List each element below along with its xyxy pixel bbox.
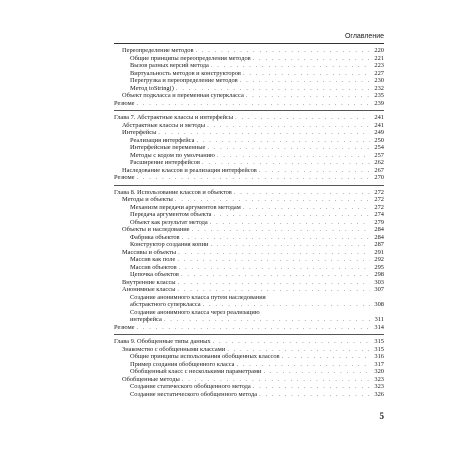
dot-leader [202, 159, 370, 167]
dot-leader [246, 92, 370, 100]
toc-entry[interactable] [114, 70, 384, 78]
toc-section [114, 335, 384, 401]
dot-leader [192, 226, 371, 234]
toc-entry[interactable] [114, 92, 384, 100]
toc-entry[interactable] [114, 376, 384, 384]
toc-entry-title: Обобщенные методы [122, 375, 180, 383]
toc-entry-title: Анонимные классы [122, 286, 176, 293]
toc-entry[interactable] [114, 324, 384, 332]
dot-leader [196, 47, 371, 55]
dot-leader [240, 77, 370, 85]
dot-leader [203, 301, 370, 309]
toc-entry-page: 292 [374, 256, 384, 263]
toc-entry-page: 223 [374, 62, 384, 69]
dot-leader [207, 144, 370, 152]
toc-entry[interactable] [114, 346, 384, 354]
toc-entry-page: 311 [374, 316, 384, 323]
toc-entry-page: 254 [374, 144, 384, 151]
toc-entry-page: 230 [374, 77, 384, 84]
toc-entry-title: Передача аргументом объекта [130, 211, 212, 218]
dot-leader [182, 376, 370, 384]
dot-leader [214, 211, 370, 219]
dot-leader [253, 55, 370, 63]
toc-section [114, 44, 384, 110]
toc-entry-title: Вызов разных версий метода [130, 62, 209, 69]
dot-leader [211, 62, 370, 70]
toc-entry[interactable] [114, 211, 384, 219]
toc-entry-title: Общие принципы переопределения методов [130, 54, 251, 62]
dot-leader [207, 122, 370, 130]
toc-entry-page: 274 [374, 211, 384, 218]
toc-entry[interactable] [114, 383, 384, 391]
toc-entry-page: 241 [374, 121, 384, 129]
toc-entry-page: 317 [374, 360, 384, 368]
dot-leader [263, 368, 370, 376]
toc-entry-title: Методы и объекты [122, 196, 173, 203]
toc-entry-title: Глава 7. Абстрактные классы и интерфейсы [114, 114, 234, 121]
toc-entry-title: Пример создания обобщенного класса [130, 360, 235, 368]
table-of-contents [114, 44, 384, 401]
toc-entry-title: Объект подкласса и переменная суперкласса [122, 92, 244, 99]
toc-entry[interactable] [114, 301, 384, 309]
toc-entry-page: 284 [374, 233, 384, 241]
toc-entry-page: 326 [374, 390, 384, 398]
toc-entry[interactable] [114, 47, 384, 55]
toc-entry-title: Наследование классов и реализация интерфейсов [122, 166, 257, 174]
toc-entry[interactable] [114, 144, 384, 152]
toc-entry-title: Интерфейсы [122, 129, 157, 136]
toc-entry-page: 270 [374, 174, 384, 181]
toc-entry-title: Создание анонимного класса путем наследования [130, 293, 266, 301]
toc-entry-title: Методы с кодом по умолчанию [130, 151, 215, 159]
toc-entry[interactable] [114, 316, 384, 324]
toc-entry-page: 235 [374, 92, 384, 99]
toc-entry-page: 320 [374, 368, 384, 375]
dot-leader [210, 241, 370, 249]
toc-entry-title: Переопределение методов [122, 47, 194, 54]
toc-entry-page: 287 [374, 241, 384, 248]
toc-entry[interactable] [114, 309, 384, 317]
dot-leader [210, 219, 370, 227]
toc-entry[interactable] [114, 249, 384, 257]
toc-entry[interactable] [114, 234, 384, 242]
toc-entry[interactable] [114, 196, 384, 204]
dot-leader [179, 264, 370, 272]
toc-entry-page: 316 [374, 353, 384, 360]
toc-entry-page: 241 [374, 114, 384, 121]
toc-entry-title: Объект как результат метода [130, 218, 208, 226]
toc-entry-title: Объекты и наследование [122, 226, 190, 233]
toc-entry[interactable] [114, 167, 384, 175]
toc-entry-title: Реализация интерфейса [130, 136, 195, 144]
dot-leader [177, 286, 370, 294]
toc-entry-page: 303 [374, 278, 384, 286]
dot-leader [136, 174, 370, 182]
toc-entry-page: 295 [374, 263, 384, 271]
dot-leader [227, 346, 370, 354]
toc-entry-title: Перегрузка и переопределение методов [130, 77, 238, 84]
dot-leader [164, 316, 370, 324]
toc-entry[interactable] [114, 361, 384, 369]
toc-entry[interactable] [114, 137, 384, 145]
toc-entry[interactable] [114, 204, 384, 212]
toc-entry-page: 307 [374, 286, 384, 293]
toc-entry-title: интерфейса [130, 316, 162, 323]
toc-entry-title: Глава 9. Обобщенные типы данных [114, 338, 211, 345]
toc-entry-page: 257 [374, 151, 384, 159]
dot-leader [178, 279, 370, 287]
toc-entry[interactable] [114, 286, 384, 294]
toc-entry[interactable] [114, 62, 384, 70]
toc-entry[interactable] [114, 353, 384, 361]
dot-leader [236, 361, 370, 369]
toc-entry-page: 220 [374, 47, 384, 54]
dot-leader [182, 234, 370, 242]
toc-entry[interactable] [114, 152, 384, 160]
toc-entry-title: Массив как поле [130, 256, 176, 263]
toc-entry-page: 250 [374, 136, 384, 144]
toc-entry-page: 279 [374, 218, 384, 226]
toc-entry-title: Создание статического обобщенного метода [130, 383, 251, 390]
toc-entry-title: Общие принципы использования обобщенных классов [130, 353, 280, 360]
toc-entry[interactable] [114, 271, 384, 279]
dot-leader [259, 391, 370, 399]
toc-entry-page: 272 [374, 196, 384, 203]
toc-entry[interactable] [114, 100, 384, 108]
toc-entry-page: 221 [374, 54, 384, 62]
toc-entry-page: 315 [374, 345, 384, 353]
dot-leader [259, 167, 370, 175]
toc-entry-title: Знакомство с обобщенными классами [122, 345, 226, 353]
dot-leader [158, 129, 370, 137]
toc-entry-page: 267 [374, 166, 384, 174]
toc-entry[interactable] [114, 391, 384, 399]
toc-entry-title: Конструктор создания копии [130, 241, 209, 248]
toc-entry-title: Интерфейсные переменные [130, 144, 206, 151]
toc-entry[interactable] [114, 174, 384, 182]
toc-entry[interactable] [114, 189, 384, 197]
toc-entry-title: Внутренние классы [122, 278, 176, 286]
toc-entry[interactable] [114, 55, 384, 63]
running-header: Оглавление [344, 33, 384, 40]
toc-entry-page: 314 [374, 323, 384, 331]
dot-leader [253, 383, 370, 391]
toc-entry-page: 315 [374, 338, 384, 345]
page-number: 5 [379, 411, 384, 421]
toc-entry-title: Виртуальность методов и конструкторов [130, 69, 241, 77]
toc-entry[interactable] [114, 129, 384, 137]
toc-entry-page: 249 [374, 129, 384, 136]
toc-entry-title: Метод toString() [130, 84, 174, 92]
toc-entry-title: Глава 8. Использование классов и объектов [114, 188, 232, 196]
toc-entry[interactable] [114, 85, 384, 93]
dot-leader [181, 271, 370, 279]
toc-entry-page: 239 [374, 99, 384, 107]
toc-entry[interactable] [114, 279, 384, 287]
toc-entry-title: Абстрактные классы и методы [122, 121, 206, 129]
dot-leader [217, 152, 370, 160]
toc-entry-page: 272 [374, 203, 384, 211]
toc-entry-page: 262 [374, 159, 384, 166]
dot-leader [282, 353, 370, 361]
toc-entry-title: Фабрика объектов [130, 233, 180, 241]
toc-entry[interactable] [114, 368, 384, 376]
toc-entry[interactable] [114, 122, 384, 130]
toc-section [114, 186, 384, 335]
toc-entry-title: Создание анонимного класса через реализацию [130, 308, 260, 316]
toc-entry[interactable] [114, 77, 384, 85]
toc-entry-title: Массив объектов [130, 263, 177, 271]
toc-entry-page: 284 [374, 226, 384, 233]
toc-entry-page: 298 [374, 271, 384, 278]
toc-entry[interactable] [114, 114, 384, 122]
toc-entry-page: 272 [374, 188, 384, 196]
toc-entry-title: Массивы и объекты [122, 248, 177, 256]
toc-entry-title: Обобщенный класс с несколькими параметрами [130, 368, 262, 375]
toc-entry[interactable] [114, 338, 384, 346]
toc-entry-page: 323 [374, 383, 384, 390]
dot-leader [178, 249, 370, 257]
dot-leader [175, 196, 370, 204]
dot-leader [196, 137, 370, 145]
dot-leader [213, 338, 370, 346]
toc-entry-page: 227 [374, 69, 384, 77]
dot-leader [235, 114, 370, 122]
toc-entry-page: 291 [374, 248, 384, 256]
dot-leader [176, 85, 370, 93]
toc-entry-page: 323 [374, 375, 384, 383]
toc-entry-title: Резюме [114, 174, 135, 181]
dot-leader [234, 189, 370, 197]
toc-entry-title: Механизм передачи аргументов методам [130, 203, 241, 211]
dot-leader [243, 204, 370, 212]
toc-entry-page: 232 [374, 84, 384, 92]
dot-leader [243, 70, 370, 78]
toc-entry[interactable] [114, 226, 384, 234]
dot-leader [136, 100, 370, 108]
toc-entry[interactable] [114, 159, 384, 167]
toc-entry[interactable] [114, 256, 384, 264]
toc-entry-title: абстрактного суперкласса [130, 301, 201, 308]
toc-entry[interactable] [114, 241, 384, 249]
toc-entry[interactable] [114, 294, 384, 302]
toc-entry-title: Резюме [114, 99, 135, 107]
dot-leader [177, 256, 370, 264]
toc-entry-title: Резюме [114, 323, 135, 331]
toc-entry[interactable] [114, 219, 384, 227]
toc-entry-title: Создание нестатического обобщенного метода [130, 390, 258, 398]
toc-entry[interactable] [114, 264, 384, 272]
toc-entry-title: Расширение интерфейсов [130, 159, 200, 166]
toc-section [114, 111, 384, 185]
dot-leader [136, 324, 370, 332]
toc-entry-title: Цепочка объектов [130, 271, 179, 278]
toc-entry-page: 308 [374, 301, 384, 308]
